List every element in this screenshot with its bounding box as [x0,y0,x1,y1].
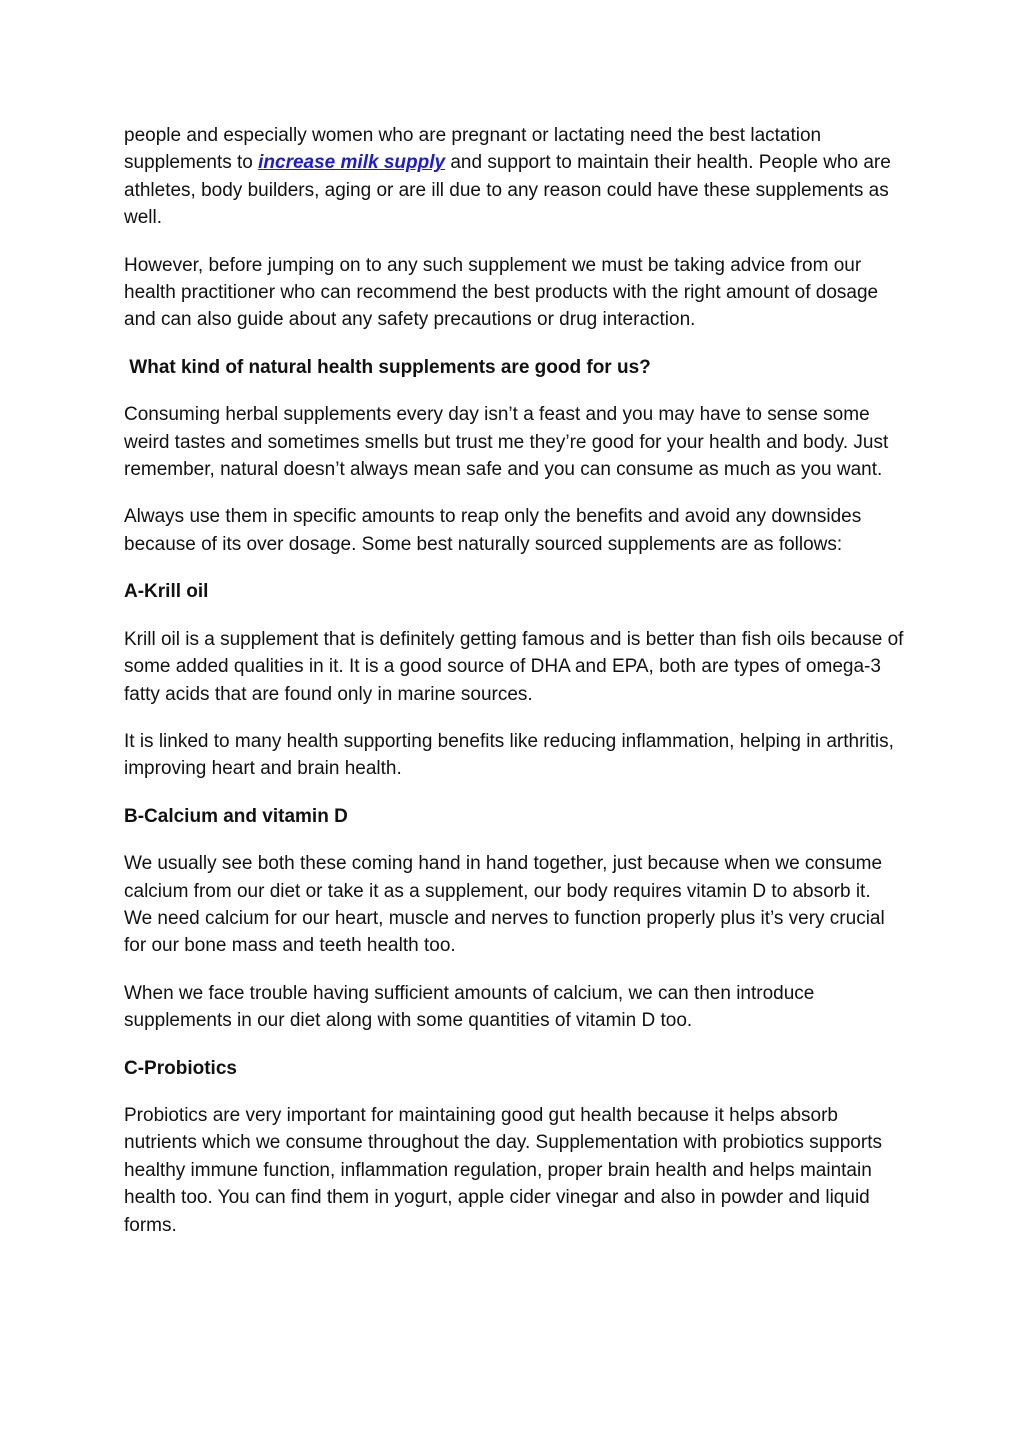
paragraph-intro-text-after: and support to maintain their health. People who are athletes, body builders, aging or are ill due to any reason could have these supplements as well. [124,152,891,229]
paragraph-herbal: Consuming herbal supplements every day isn’t a feast and you may have to sense some weird tastes and sometimes smells but trust me they’re good for your health and body. Just remember, natural doesn’t always mean safe and you can consume as much as you want. [124,404,889,481]
document-page [124,122,904,1259]
heading-krill-oil: A-Krill oil [124,581,209,603]
paragraph-probiotics: Probiotics are very important for maintaining good gut health because it helps absorb nutrients which we consume throughout the day. Supplementation with probiotics supports healthy immune function, inflammation regulation, proper brain health and helps maintain health too. You can find them in yogurt, apple cider vinegar and also in powder and liquid forms. [124,1104,882,1236]
paragraph-krill-oil: Krill oil is a supplement that is definitely getting famous and is better than fish oils because of some added qualities in it. It is a good source of DHA and EPA, both are types of omega-3 fatty acids that are found only in marine sources. [124,628,904,705]
heading-calcium-vitamin-d: B-Calcium and vitamin D [124,805,348,827]
paragraph-advice: However, before jumping on to any such supplement we must be taking advice from our health practitioner who can recommend the best products with the right amount of dosage and can also guide about any safety precautions or drug interaction. [124,254,879,331]
increase-milk-supply-link[interactable]: increase milk supply [258,152,446,174]
paragraph-intro-text-before: people and especially women who are pregnant or lactating need the best lactation supplements to [124,125,822,174]
paragraph-krill-benefits: It is linked to many health supporting benefits like reducing inflammation, helping in arthritis, improving heart and brain health. [124,730,894,780]
paragraph-calcium-supplements: When we face trouble having sufficient amounts of calcium, we can then introduce supplements in our diet along with some quantities of vitamin D too. [124,982,815,1032]
paragraph-intro [124,122,904,232]
heading-natural-supplements: What kind of natural health supplements are good for us? [124,356,651,378]
paragraph-amounts: Always use them in specific amounts to reap only the benefits and avoid any downsides because of its over dosage. Some best naturally sourced supplements are as follows: [124,506,862,555]
heading-probiotics: C-Probiotics [124,1057,237,1079]
paragraph-calcium: We usually see both these coming hand in hand together, just because when we consume calcium from our diet or take it as a supplement, our body requires vitamin D to absorb it. We need calcium for our heart, muscle and nerves to function properly plus it’s very crucial for our bone mass and teeth health too. [124,853,885,957]
